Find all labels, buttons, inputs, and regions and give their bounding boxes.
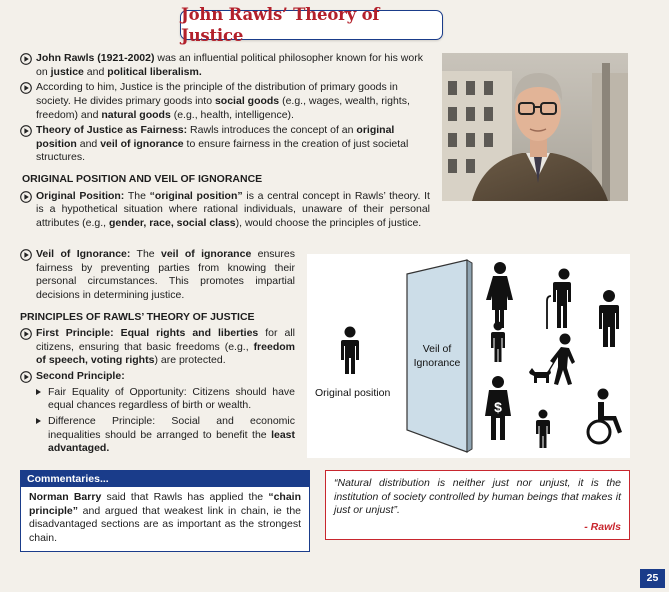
play-bullet-icon <box>20 125 32 137</box>
small-child-icon <box>536 410 550 449</box>
section-heading-principles: PRINCIPLES OF RAWLS’ THEORY OF JUSTICE <box>20 310 255 323</box>
section-heading-original-position: ORIGINAL POSITION AND VEIL OF IGNORANCE <box>22 173 263 186</box>
commentaries-body: Norman Barry said that Rawls has applied the “chain principle” and argued that weakest link in chain, ie the disadvantaged sections are as important as the strongest chain. <box>29 491 301 544</box>
veil-of-ignorance-diagram <box>307 254 630 458</box>
play-bullet-icon <box>20 249 32 261</box>
sub-bullet-difference-principle: Difference Principle: Social and economic inequalities should be arranged to benefit the least advantaged. <box>20 415 295 456</box>
page-number: 25 <box>640 569 665 588</box>
rawls-photo <box>442 53 628 201</box>
bullet-rawls-bio: John Rawls (1921-2002) was an influential political philosopher known for his work on justice and political liberalism. <box>20 52 430 79</box>
man-icon <box>599 290 619 347</box>
quote-text: “Natural distribution is neither just nor unjust, it is the institution of society controlled by human beings that makes it just or unjust”. <box>334 477 621 517</box>
play-bullet-icon <box>20 328 32 340</box>
blind-person-with-dog-icon <box>529 334 575 386</box>
wealthy-person-icon <box>485 376 511 440</box>
svg-text:$: $ <box>494 399 502 415</box>
rawls-quote-box <box>325 470 630 540</box>
elderly-with-cane-icon <box>547 269 571 330</box>
play-bullet-icon <box>20 82 32 94</box>
person-original-position-icon <box>341 327 359 375</box>
title-box <box>180 4 443 45</box>
portrait-illustration <box>442 53 628 201</box>
veil-label-line1: Veil of <box>422 343 452 355</box>
original-position-label: Original position <box>315 387 391 399</box>
bullet-justice-fairness: Theory of Justice as Fairness: Rawls introduces the concept of an original position and veil of ignorance to ensure fairness in the creation of just societal structures. <box>20 124 430 165</box>
veil-label-line2: Ignorance <box>413 357 461 369</box>
commentaries-box <box>20 470 310 552</box>
commentaries-header: Commentaries... <box>21 471 309 487</box>
bullet-second-principle: Second Principle: <box>20 370 295 384</box>
play-bullet-icon <box>20 371 32 383</box>
play-bullet-icon <box>20 53 32 65</box>
bullet-first-principle: First Principle: Equal rights and liberties for all citizens, ensuring that basic freedoms (e.g., freedom of speech, voting rights) are protected. <box>20 327 295 368</box>
narrow-column <box>20 248 295 456</box>
arrow-bullet-icon <box>36 418 41 424</box>
bullet-justice-definition: According to him, Justice is the principle of the distribution of primary goods in society. He divides primary goods into social goods (e.g., wages, wealth, rights, freedom) and natural goods (e.g., health, intelligence). <box>20 81 430 122</box>
intro-section <box>20 52 430 233</box>
veil-panel <box>407 260 472 452</box>
woman-icon <box>486 262 513 328</box>
sub-bullet-fair-equality: Fair Equality of Opportunity: Citizens should have equal chances regardless of birth or wealth. <box>20 386 295 413</box>
quote-author: - Rawls <box>584 520 621 533</box>
bullet-original-position: Original Position: The “original position” is a central concept in Rawls’ theory. It is a hypothetical situation where rational individuals, unaware of their personal attributes (e.g., gender, race, social class), would choose the principles of justice. <box>20 190 430 231</box>
arrow-bullet-icon <box>36 389 41 395</box>
wheelchair-icon <box>588 389 622 444</box>
bullet-veil-of-ignorance: Veil of Ignorance: The veil of ignorance ensures fairness by preventing parties from knowing their personal circumstances. This promotes impartial decisions in determining justice. <box>20 248 295 303</box>
play-bullet-icon <box>20 191 32 203</box>
page-title: John Rawls’ Theory of Justice <box>181 4 380 45</box>
